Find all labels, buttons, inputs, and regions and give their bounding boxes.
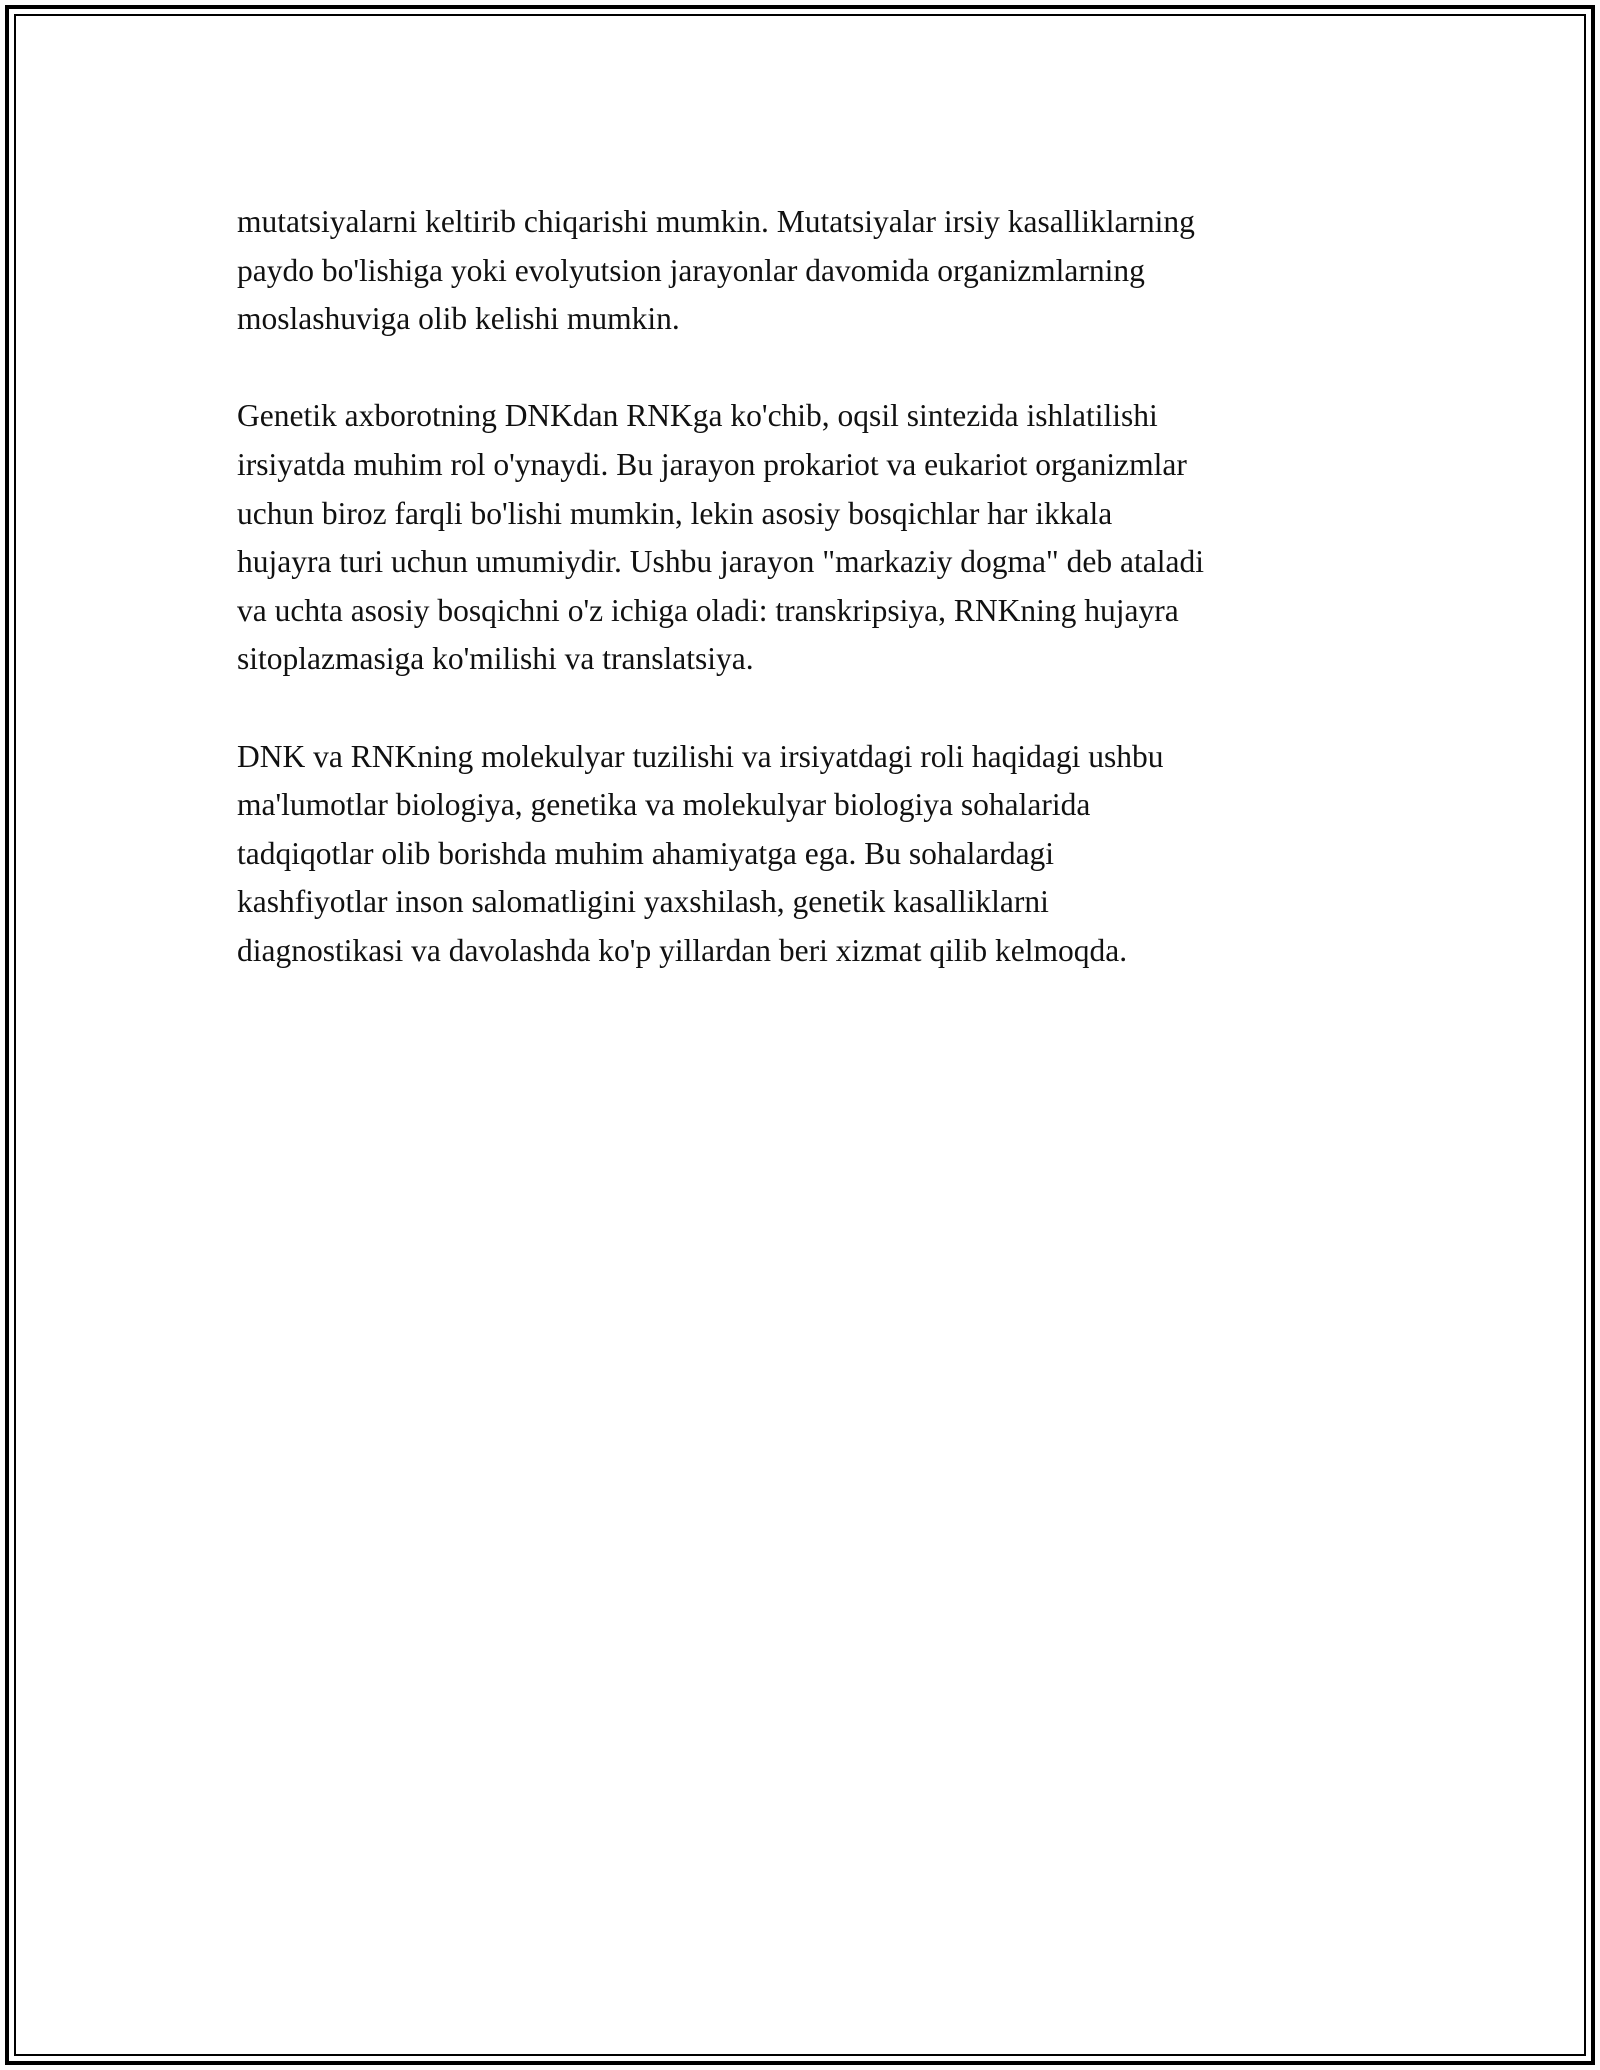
paragraph-mutations: mutatsiyalarni keltirib chiqarishi mumkin. Mutatsiyalar irsiy kasalliklarning paydo bo'lishiga yoki evolyutsion jarayonlar davomida organizmlarning moslashuviga olib kelishi mumkin. [237,204,1195,337]
page-border-inner [14,14,1586,2056]
page-border-outer [5,5,1595,2065]
document-body [237,198,1397,1024]
paragraph-research-significance: DNK va RNKning molekulyar tuzilishi va irsiyatdagi roli haqidagi ushbu ma'lumotlar biologiya, genetika va molekulyar biologiya sohalarida tadqiqotlar olib borishda muhim ahamiyatga ega. Bu sohalardagi kashfiyotlar inson salomatligini yaxshilash, genetik kasalliklarni diagnostikasi va davolashda ko'p yillardan beri xizmat qilib kelmoqda. [237,738,1164,968]
paragraph-central-dogma: Genetik axborotning DNKdan RNKga ko'chib, oqsil sintezida ishlatilishi irsiyatda muhim rol o'ynaydi. Bu jarayon prokariot va eukariot organizmlar uchun biroz farqli bo'lishi mumkin, lekin asosiy bosqichlar har ikkala hujayra turi uchun umumiydir. Ushbu jarayon "markaziy dogma" deb ataladi va uchta asosiy bosqichni o'z ichiga oladi: transkripsiya, RNKning hujayra sitoplazmasiga ko'milishi va translatsiya. [237,398,1204,677]
